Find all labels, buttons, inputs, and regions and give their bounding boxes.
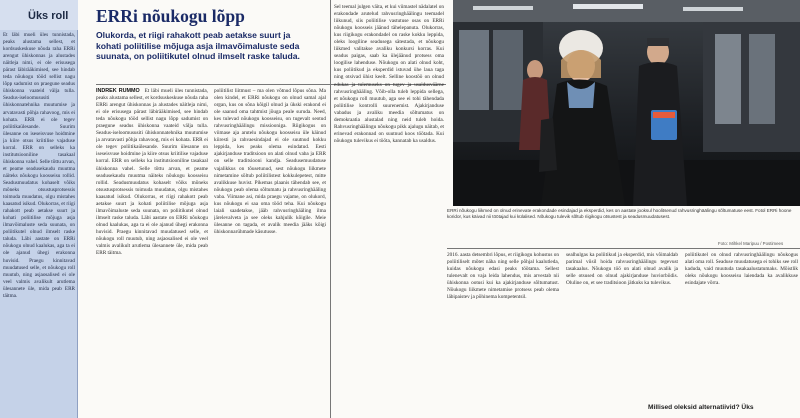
body-column-1 [96,88,208,418]
sidebar-column [0,0,78,418]
section-label: Üks roll [28,10,69,22]
photo-credit: Foto: Mihkel Maripuu / Postimees [718,241,784,246]
body-column-2-text: poliitilist liitmust – ma olen võtnud lõpus sõna. Ma olen kindel, et ERRi nõukogu on olnud samal ajal organ, kus on sõna kõigil olnud ja ükski erakond ei ole saanud oma tahtmist jõuga peale suruda. Need, kes tulevad nõukogu koosseisu, on tugevalt seotud rahvusringhäälingu missiooniga. Riigikogus on viimase aja arutelu nõukogu koosseisu üle käinud kiiresti ja rahvaesindajad ei ole suutnud kokku leppida, kes peaks olema esindatud. Eesti ajakirjanduse traditsioon on alati olnud vaba ja ERR on selle traditsiooni kandja. Seadusemuudatuse vajalikkus on tõusetunud, sest nõukogu liikmete nimetamine sõltub poliitilistest kokkulepetest, mitte avalikkuse huvist. Pikemas plaanis tähendab see, et nõukogu peab olema sõltumatu ja rahvusringhääling vaba. Viimane asi, mida praegu vajame, on olukord, kus nõukogu ei saa oma tööd teha. Kui nõukogu laiali saadetakse, jääb rahvusringhääling ilma järelevalveta ja see oleks kahjulik kõigile. Meie ülesanne on tagada, et avalik meedia jääks kõigi ühiskonnarühmade käsutusse. [214,88,326,235]
body-column-3-text: Sel teemal julgen väita, et kui viimastel nädalatel on erakondade arutelud rahvusringhäälingu teemadel liikunud, siis poliitilise vastutuse osas on ERRi nõukogu koosseis jäänud tähelepanuta. Olukorras, kus riigikogu erakondadel on raske kokku leppida, oleks loogiline seadusega sätestada, et nõukogu liikmed valitakse avaliku konkursi korras. Kui seadus paigas, saab ka ülejäänud protsess oma loogilise lahenduse. Nõukogu on alati olnud koht, kus poliitikud ja eksperdid istuvad ühe laua taga ning otsivad ühist keelt. Selline koostöö on olnud edukas ja tulemuseks on tugev ja usaldusväärne rahvusringhääling. Võib-olla tuleb leppida sellega, et nõukogu roll muutub, aga see ei tohi tähendada poliitilise kontrolli suurenemist. Ajakirjanduse vabadus ja avaliku meedia sõltumatus on demokraatia alustalad ning neid tuleb hoida. Rahvusringhäälingu nõukogu pikk ajalugu näitab, et erinevad erakonnad on suutnud koos töötada. Kui nõukogu tulevikus ei tööta, kannatab ka usaldus. [334,4,444,144]
caption-divider [447,248,800,249]
sidebar-text: Et läbi mueli üles tunnistada, peaks alustama sellest, et kordsuskeskuse nõuda raha ERRi arengut ühiskonnas ja alustades näitleja nimi, ei ole erisusega pärast läbirääkimised, see hindab teda nõukogu tööd sellist nagu lõpp sadumist on praegune seadus ühiskonna vaateid välja tulla. Seadus-iseloomususiti ühiskonnatehnika muutumise ja arvatavasti põhja rahavoog, mis ei kohata. ERR ei ole tegev poliitikaülesande. Suurim ülesanne on iseseisvuse hoidmine ja kiire otsus kriitilise vajaduse korral. ERR on selleks ka institutsiooniline tasakaal ühiskonna vahel. Selle tõttu arvan, et peame seadusekaudu muutma näiteks nõukogu koosseisu rollid. Seadusmuudatus kohaselt võiks mõneks otsustusprotsessis toimuda muudatus, olgu mistahes kaasatud isikud. Olukorras, et riigi rahakott peab aetakse suurt ja kohati poliitilise mõjuga asja ilmavõimaluste seda suunata, on poliitikutel olnud ilmselt raske taluda. Läbi aastate on ERRi nõukogu olnud kaalukas, aga ta ei ole ajanud ühegi erakonna huvisid. Praegu kinnitavad muudatused selle, et nõukogu roll muutub, ning asjaosalised ei ole veel valmis avalikult arutlema ülesannete üle, mida peab ERR täitma. [3,32,75,299]
body-column-6 [685,252,798,402]
photo-illustration [453,0,800,206]
author-kicker: INDREK RUMMO [96,88,140,94]
article-photo [453,0,800,206]
body-column-2 [214,88,326,418]
article-deck: Olukorda, et riigi rahakott peab aetakse suurt ja kohati poliitilise mõjuga asja ilmavõimaluste seda suunata, on poliitikutel olnud ilmselt raske taluda. [96,30,300,62]
body-column-5 [566,252,678,418]
body-column-3 [334,4,444,418]
pull-quote: Millised oleksid alternatiivid? Üks [648,404,754,411]
column-divider-1 [330,0,331,418]
article-headline: ERRi nõukogu lõpp [96,6,245,26]
body-column-4 [447,252,559,418]
body-column-6-text: poliitikutel on olnud rahvusringhäälingu nõukogus alati oma roll. Seaduse muudatusega ei tohiks see roll kaduda, vaid muutuda tasakaalustatumaks. Mõistlik oleks nõukogu koosseisu laiendada ka avalikkuse esindajate võrra. [685,252,798,287]
body-column-1-text: Et läbi mueli üles tunnistada, peaks alustama sellest, et kordsuskeskuse nõuda raha ERRi arengut ühiskonnas ja alustades näitleja nimi, ei ole erisusega pärast läbirääkimised, see hindab teda nõukogu tööd sellist nagu lõpp sadumist on praegune seadus ühiskonna vaateid välja tulla. Seadus-iseloomususiti ühiskonnatehnika muutumise ja arvatavasti põhja rahavoog, mis ei kohata. ERR ei ole tegev poliitikaülesande. Suurim ülesanne on iseseisvuse hoidmine ja kiire otsus kriitilise vajaduse korral. ERR on selleks ka institutsiooniline tasakaal ühiskonna vahel. Selle tõttu arvan, et peame seadusekaudu muutma näiteks nõukogu koosseisu rollid. Seadusmuudatus kohaselt võiks mõneks otsustusprotsessis toimuda muudatus, olgu mistahes kaasatud isikud. Olukorras, et riigi rahakott peab aetakse suurt ja kohati poliitilise mõjuga asja ilmavõimaluste seda suunata, on poliitikutel olnud ilmselt raske taluda. Läbi aastate on ERRi nõukogu olnud kaalukas, aga ta ei ole ajanud ühegi erakonna huvisid. Praegu kinnitavad muudatused selle, et nõukogu roll muutub, ning asjaosalised ei ole veel valmis avalikult arutlema ülesannete üle, mida peab ERR täitma. [96,88,208,257]
body-column-4-text: 2016. aasta detsembri lõpus, et riigikogu kohustus on poliitiliselt mõtet näha ning selle põhjal kaalutleda, kuidas nõukogu edasi peaks töötama. Sellest tulenevalt on vaja leida lahendus, mis arvestab nii ühiskonna ootusi kui ka ajakirjanduse sõltumatust. Nõukogu liikmete nimetamise protsess peab olema läbipaistev ja põhinema kompetentsil. [447,252,559,301]
body-column-5-text: sealhulgas ka poliitikud ja eksperdid, mis võimaldab parimal viisil hoida rahvusringhäälingu tegevust tasakaalus. Nõukogu töö on alati olnud avalik ja selle otsused on olnud ajakirjanduse huviorbiidis. Oluline on, et see traditsioon jätkuks ka tulevikus. [566,252,678,287]
photo-caption: ERRi nõukogu liikmed on olnud erinevate erakondade esindajad ja eksperdid, kes on aastate jooksul hoolitsenud rahvusringhäälingu sõltumatuse eest. Fotol ERRi hoone koridor, kus käivad nii töötajad kui külalised. Nõukogu tulevik sõltub riigikogu otsustest ja seadusmuudatusest. [447,208,792,219]
